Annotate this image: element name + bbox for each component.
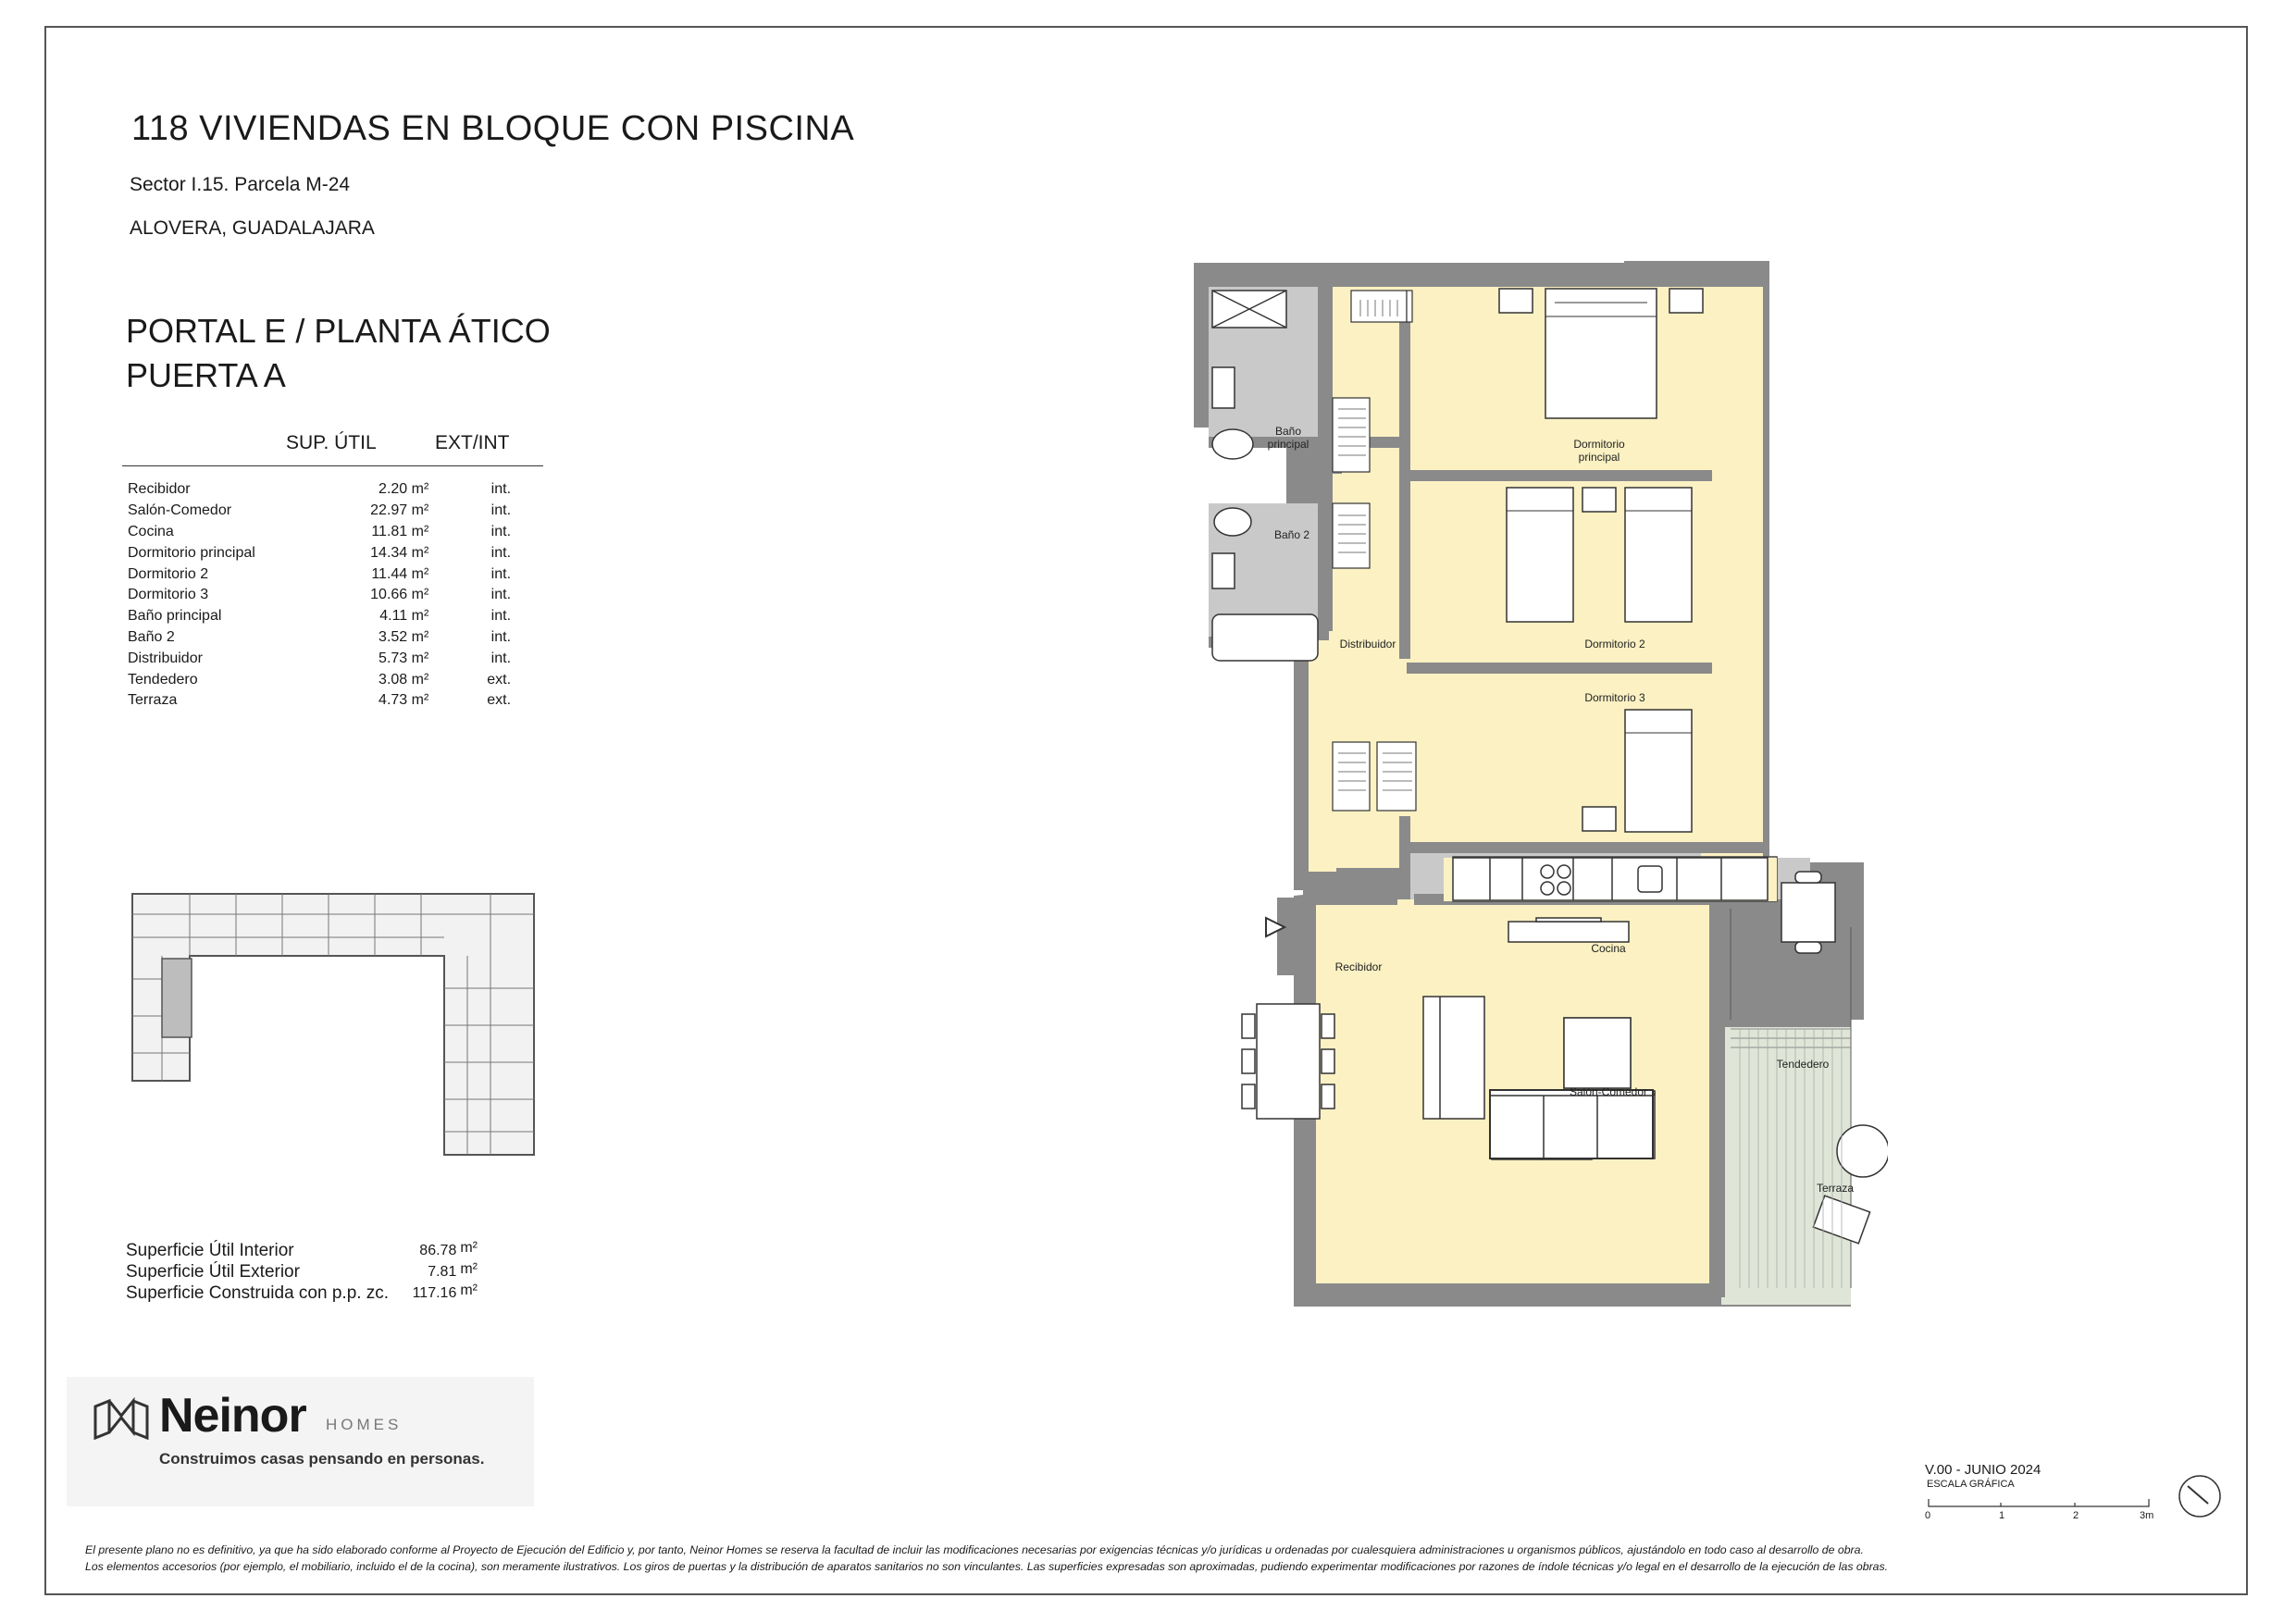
dining-table [1257, 1004, 1320, 1119]
chair [1242, 1014, 1255, 1038]
label-dorm2: Dormitorio 2 [1584, 638, 1645, 650]
neinor-logo-icon [93, 1397, 150, 1440]
room-name: Baño principal [128, 608, 222, 625]
label-tendedero: Tendedero [1776, 1058, 1830, 1071]
plan-furniture-living [1185, 261, 1888, 1311]
label-distribuidor: Distribuidor [1339, 638, 1396, 650]
total-unit: m² [460, 1239, 478, 1256]
chair [1242, 1084, 1255, 1109]
key-plan-highlight [162, 959, 192, 1037]
room-type: int. [490, 608, 512, 625]
room-type: ext. [487, 671, 512, 688]
side-sofa [1423, 997, 1484, 1119]
door-label: PUERTA A [126, 356, 286, 394]
room-type: int. [490, 544, 512, 561]
room-name: Salón-Comedor [128, 502, 232, 519]
room-area: 5.73 m² [379, 650, 429, 666]
scale-tick: 3m [2140, 1510, 2154, 1521]
label-terraza: Terraza [1816, 1182, 1855, 1195]
scale-tick: 1 [1999, 1510, 2005, 1521]
project-title: 118 VIVIENDAS EN BLOQUE CON PISCINA [131, 109, 855, 148]
total-row [126, 1282, 478, 1304]
room-area: 2.20 m² [379, 481, 429, 498]
room-area: 4.11 m² [379, 608, 429, 625]
entrance-arrow-icon [1266, 918, 1285, 936]
scale-tick: 2 [2073, 1510, 2079, 1521]
table-row [128, 522, 516, 543]
room-name: Tendedero [128, 671, 198, 688]
tv-unit [1508, 922, 1629, 942]
chair [1322, 1084, 1334, 1109]
table-row [128, 585, 516, 606]
room-area: 3.08 m² [379, 671, 429, 688]
total-unit: m² [460, 1282, 478, 1298]
label-dorm-principal-1: Dormitorio [1573, 438, 1625, 451]
room-name: Dormitorio 2 [128, 565, 209, 582]
label-bano-principal-1: Baño [1274, 425, 1302, 438]
surface-table [128, 479, 516, 712]
room-area: 11.44 m² [371, 565, 429, 582]
key-plan [125, 886, 541, 1166]
label-bano-principal-2: principal [1267, 438, 1309, 451]
round-table [1837, 1125, 1888, 1177]
scale-title: ESCALA GRÁFICA [1927, 1479, 2015, 1490]
table-row [128, 690, 516, 712]
room-name: Cocina [128, 523, 174, 539]
brand-name: Neinor [159, 1389, 306, 1443]
key-plan-outline [132, 894, 534, 1155]
room-area: 11.81 m² [371, 523, 429, 539]
chair [1795, 942, 1821, 953]
kitchen-table [1781, 883, 1835, 942]
room-name: Terraza [128, 692, 178, 709]
brand-tagline: Construimos casas pensando en personas. [159, 1450, 485, 1468]
room-name: Baño 2 [128, 628, 175, 645]
room-area: 3.52 m² [379, 628, 429, 645]
version-label: V.00 - JUNIO 2024 [1925, 1462, 2042, 1478]
chair [1242, 1049, 1255, 1073]
table-rule [122, 465, 543, 466]
chair [1322, 1049, 1334, 1073]
room-area: 10.66 m² [370, 587, 429, 603]
tv [1536, 918, 1601, 922]
table-row [128, 669, 516, 690]
project-location: ALOVERA, GUADALAJARA [130, 217, 375, 239]
table-row [128, 542, 516, 564]
col-header-ext: EXT/INT [435, 432, 510, 453]
total-value: 117.16 [412, 1284, 457, 1301]
chair [1795, 872, 1821, 883]
scale-tick: 0 [1925, 1510, 1931, 1521]
total-row [126, 1261, 478, 1282]
project-sector: Sector I.15. Parcela M-24 [130, 174, 351, 195]
portal-floor: PORTAL E / PLANTA ÁTICO [126, 312, 551, 350]
room-name: Distribuidor [128, 650, 203, 666]
total-label: Superficie Útil Exterior [126, 1261, 300, 1282]
room-area: 14.34 m² [370, 544, 429, 561]
table-row [128, 501, 516, 522]
brand-homes: HOMES [326, 1416, 403, 1433]
room-type: int. [490, 565, 512, 582]
label-recibidor: Recibidor [1334, 960, 1383, 973]
disclaimer-2: Los elementos accesorios (por ejemplo, el mobiliario, incluido el de la cocina), son meramente ilustrativos. Los giros de puertas y la distribución de aparatos sanitarios no son vinculantes. Las superficies expresadas son aproximadas, pudiendo experimentar modificaciones por razones de índole técnicas y/o legal en el desarrollo de la ejecución de las obras. [85, 1560, 1889, 1573]
graphic-scale [1927, 1497, 2158, 1510]
label-bano-2: Baño 2 [1273, 528, 1310, 541]
north-icon [2177, 1473, 2223, 1519]
total-label: Superficie Construida con p.p. zc. [126, 1282, 390, 1303]
table-row [128, 648, 516, 669]
room-type: int. [490, 481, 512, 498]
label-cocina: Cocina [1591, 942, 1626, 955]
coffee-table [1564, 1018, 1631, 1088]
total-value: 86.78 [419, 1242, 457, 1258]
table-row [128, 564, 516, 585]
table-row [128, 627, 516, 649]
room-type: int. [490, 502, 512, 519]
table-row [128, 606, 516, 627]
room-name: Dormitorio principal [128, 544, 255, 561]
room-type: int. [490, 523, 512, 539]
room-type: int. [490, 587, 512, 603]
table-row [128, 479, 516, 501]
sheet-frame [44, 26, 2248, 1595]
room-name: Recibidor [128, 481, 191, 498]
total-value: 7.81 [428, 1263, 457, 1280]
room-type: int. [490, 650, 512, 666]
room-area: 22.97 m² [370, 502, 429, 519]
room-area: 4.73 m² [379, 692, 429, 709]
total-label: Superficie Útil Interior [126, 1240, 294, 1260]
room-name: Dormitorio 3 [128, 587, 209, 603]
total-unit: m² [460, 1260, 478, 1277]
col-header-sup: SUP. ÚTIL [286, 432, 377, 453]
disclaimer-1: El presente plano no es definitivo, ya que ha sido elaborado conforme al Proyecto de Ejecución del Edificio y, por tanto, Neinor Homes se reserva la facultad de incluir las modificaciones necesarias por exigencias técnicas y/o jurídicas u ordenadas por cualesquiera administraciones u organismos públicos, ajustándolo en todo caso al desarrollo de obra. [85, 1543, 1864, 1556]
room-type: ext. [487, 692, 512, 709]
total-row [126, 1240, 478, 1261]
label-salon: Salón-Comedor [1569, 1085, 1648, 1098]
label-dorm-principal-2: principal [1578, 451, 1620, 464]
room-type: int. [490, 628, 512, 645]
chair [1322, 1014, 1334, 1038]
label-dorm3: Dormitorio 3 [1584, 691, 1645, 704]
totals [126, 1240, 478, 1304]
